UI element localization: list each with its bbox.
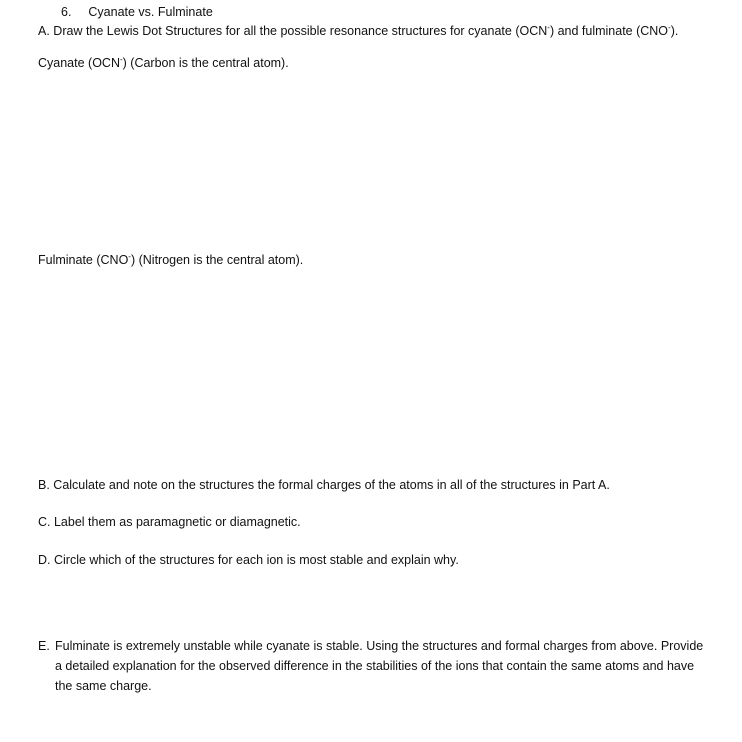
cyanate-label-start: Cyanate (OCN bbox=[38, 56, 120, 70]
part-e-line-3: the same charge. bbox=[55, 679, 152, 693]
part-b-letter: B. bbox=[38, 478, 50, 492]
cyanate-label-charge: - bbox=[119, 54, 123, 64]
cyanate-label-end: ) (Carbon is the central atom). bbox=[122, 56, 289, 70]
part-b-text: Calculate and note on the structures the formal charges of the atoms in all of the structures in Part A. bbox=[53, 478, 610, 492]
question-heading bbox=[61, 6, 213, 19]
fulminate-charge: - bbox=[668, 22, 671, 32]
fulminate-answer-space bbox=[38, 278, 698, 468]
part-a-letter: A. bbox=[38, 24, 50, 38]
fulminate-label-end: ) (Nitrogen is the central atom). bbox=[130, 253, 304, 267]
part-d-letter: D. bbox=[38, 553, 51, 567]
part-e-letter: E. bbox=[38, 639, 50, 653]
cyanate-label bbox=[38, 54, 289, 70]
part-c-text: Label them as paramagnetic or diamagnetic. bbox=[53, 515, 301, 529]
part-a-text-middle: ) and fulminate (CNO bbox=[549, 24, 669, 38]
cyanate-answer-space bbox=[38, 80, 698, 240]
part-c-letter: C. bbox=[38, 515, 51, 529]
part-a-instruction bbox=[38, 22, 679, 38]
fulminate-label-charge: - bbox=[128, 251, 131, 261]
cyanate-charge: - bbox=[547, 22, 550, 32]
fulminate-label bbox=[38, 251, 304, 267]
part-e-line-1: Fulminate is extremely unstable while cyanate is stable. Using the structures and formal charges from above. Provide bbox=[55, 639, 704, 653]
fulminate-label-start: Fulminate (CNO bbox=[38, 253, 129, 267]
question-title: Cyanate vs. Fulminate bbox=[88, 5, 213, 19]
part-a-text-start: Draw the Lewis Dot Structures for all the possible resonance structures for cyanate (OCN bbox=[53, 24, 548, 38]
part-a-text-end: ). bbox=[670, 24, 679, 38]
part-c-instruction bbox=[38, 516, 301, 529]
part-d-instruction bbox=[38, 554, 459, 567]
question-number: 6. bbox=[61, 5, 72, 19]
part-e-line-2: a detailed explanation for the observed difference in the stabilities of the ions that contain the same atoms and have bbox=[55, 659, 695, 673]
part-b-instruction bbox=[38, 479, 610, 492]
part-d-text: Circle which of the structures for each ion is most stable and explain why. bbox=[53, 553, 459, 567]
